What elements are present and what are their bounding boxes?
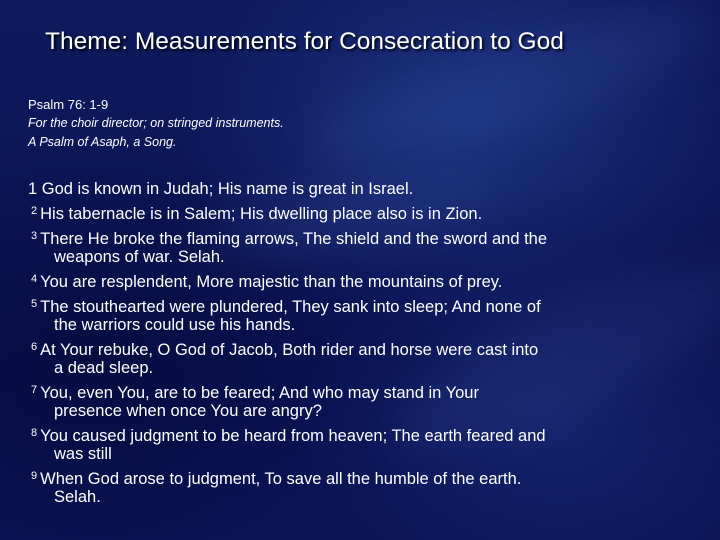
verse-text: The stouthearted were plundered, They sank into sleep; And none of [40,298,541,316]
reference-superscription-2: A Psalm of Asaph, a Song. [28,135,177,149]
verse-number: 3 [31,230,38,242]
verse-2 [28,202,678,223]
verse-number: 5 [31,298,38,310]
verse-number: 8 [31,427,38,439]
reference-superscription-1: For the choir director; on stringed instruments. [28,116,284,130]
verse-list [28,180,678,510]
verse-continuation: Selah. [54,488,101,506]
verse-continuation: was still [54,445,112,463]
verse-text: You are resplendent, More majestic than the mountains of prey. [40,273,503,291]
verse-text: There He broke the flaming arrows, The shield and the sword and the [40,230,548,248]
verse-number: 4 [31,273,38,285]
verse-6 [28,338,678,377]
verse-text: You caused judgment to be heard from heaven; The earth feared and [40,427,546,445]
verse-text: His tabernacle is in Salem; His dwelling place also is in Zion. [40,205,483,223]
verse-text: You, even You, are to be feared; And who may stand in Your [40,384,479,402]
slide-title: Theme: Measurements for Consecration to God [45,28,564,55]
verse-number: 6 [31,341,38,353]
verse-text: God is known in Judah; His name is great in Israel. [41,180,414,198]
verse-9 [28,467,678,506]
verse-number: 9 [31,470,38,482]
verse-text: At Your rebuke, O God of Jacob, Both rider and horse were cast into [40,341,539,359]
verse-5 [28,295,678,334]
verse-continuation: a dead sleep. [54,359,154,377]
reference-citation: Psalm 76: 1-9 [28,97,109,112]
verse-number: 2 [31,205,38,217]
scripture-reference [28,95,284,152]
verse-continuation: presence when once You are angry? [54,402,322,420]
verse-1 [28,180,678,198]
verse-4 [28,270,678,291]
verse-8 [28,424,678,463]
verse-text: When God arose to judgment, To save all the humble of the earth. [40,470,522,488]
verse-continuation: weapons of war. Selah. [54,248,225,266]
verse-number: 1 [28,180,38,198]
verse-3 [28,227,678,266]
verse-continuation: the warriors could use his hands. [54,316,296,334]
verse-number: 7 [31,384,38,396]
verse-7 [28,381,678,420]
